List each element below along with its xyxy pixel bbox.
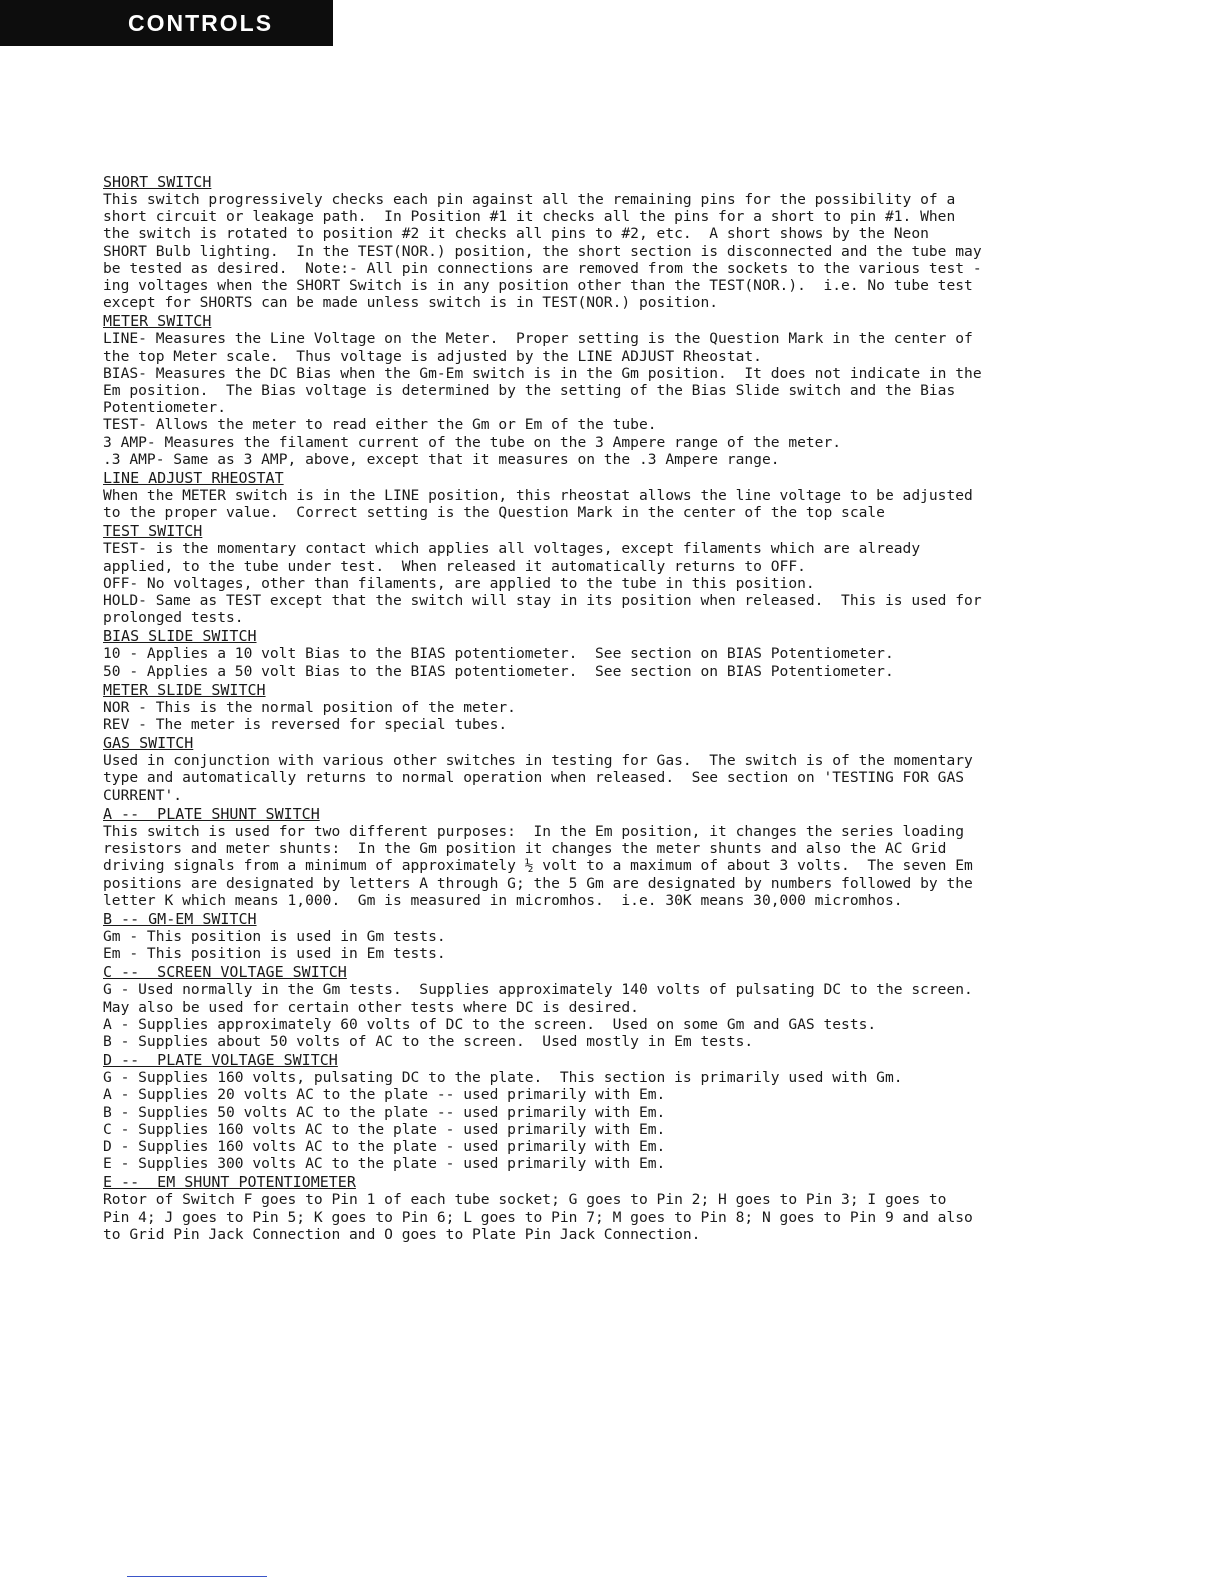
text-line: .3 AMP- Same as 3 AMP, above, except that it measures on the .3 Ampere range.	[103, 450, 780, 468]
section-screen-voltage-switch	[103, 964, 1133, 1050]
section-short-switch	[103, 174, 1133, 311]
text-line: This switch progressively checks each pin against all the remaining pins for the possibility of a	[103, 191, 956, 208]
text-line: Used in conjunction with various other switches in testing for Gas. The switch is of the momentary	[103, 752, 973, 770]
section-meter-switch	[103, 313, 1133, 468]
text-line: prolonged tests.	[103, 609, 244, 627]
header-bar	[0, 0, 333, 46]
text-line: the top Meter scale. Thus voltage is adjusted by the LINE ADJUST Rheostat.	[103, 347, 762, 365]
text-line: B - Supplies about 50 volts of AC to the screen. Used mostly in Em tests.	[103, 1032, 754, 1050]
text-line: OFF- No voltages, other than filaments, are applied to the tube in this position.	[103, 574, 815, 592]
section-em-shunt-potentiometer	[103, 1174, 1133, 1243]
text-line: TEST- is the momentary contact which applies all voltages, except filaments which are already	[103, 540, 921, 558]
text-line: resistors and meter shunts: In the Gm position it changes the meter shunts and also the AC Grid	[103, 840, 947, 858]
page-title: CONTROLS	[128, 10, 274, 36]
document-body	[103, 174, 1133, 1243]
footer-rule	[127, 1576, 267, 1577]
section-heading: GAS SWITCH	[103, 734, 194, 753]
section-heading: C -- SCREEN VOLTAGE SWITCH	[103, 963, 347, 982]
section-heading: A -- PLATE SHUNT SWITCH	[103, 804, 320, 823]
section-body	[103, 330, 1133, 468]
text-line: to Grid Pin Jack Connection and O goes to Plate Pin Jack Connection.	[103, 1225, 701, 1243]
section-plate-shunt-switch	[103, 806, 1133, 909]
text-line: NOR - This is the normal position of the meter.	[103, 698, 516, 716]
section-body	[103, 1191, 1133, 1243]
section-plate-voltage-switch	[103, 1052, 1133, 1172]
section-heading: D -- PLATE VOLTAGE SWITCH	[103, 1051, 338, 1070]
text-line: driving signals from a minimum of approximately ½ volt to a maximum of about 3 volts. The seven Em	[103, 857, 973, 875]
section-heading: LINE ADJUST RHEOSTAT	[103, 469, 284, 488]
section-body	[103, 540, 1133, 626]
text-line: May also be used for certain other tests where DC is desired.	[103, 998, 639, 1016]
text-line: ing voltages when the SHORT Switch is in any position other than the TEST(NOR.). i.e. No tube test	[103, 277, 973, 295]
text-line: SHORT Bulb lighting. In the TEST(NOR.) position, the short section is disconnected and the tube may	[103, 242, 982, 260]
section-line-adjust-rheostat	[103, 470, 1133, 521]
text-line: B - Supplies 50 volts AC to the plate -- used primarily with Em.	[103, 1103, 666, 1121]
text-line: A - Supplies 20 volts AC to the plate -- used primarily with Em.	[103, 1086, 666, 1104]
text-line: TEST- Allows the meter to read either the Gm or Em of the tube.	[103, 416, 657, 434]
section-bias-slide-switch	[103, 628, 1133, 679]
section-body	[103, 487, 1133, 521]
text-line: positions are designated by letters A through G; the 5 Gm are designated by numbers followed by the	[103, 874, 973, 892]
text-line: BIAS- Measures the DC Bias when the Gm-Em switch is in the Gm position. It does not indicate in the	[103, 364, 982, 382]
text-line: CURRENT'.	[103, 786, 183, 804]
section-body	[103, 645, 1133, 679]
section-heading: B -- GM-EM SWITCH	[103, 909, 257, 928]
text-line: be tested as desired. Note:- All pin connections are removed from the sockets to the various test -	[103, 259, 982, 277]
text-line: Gm - This position is used in Gm tests.	[103, 927, 446, 945]
text-line: Em - This position is used in Em tests.	[103, 945, 446, 963]
text-line: When the METER switch is in the LINE position, this rheostat allows the line voltage to be adjusted	[103, 487, 973, 505]
text-line: This switch is used for two different purposes: In the Em position, it changes the series loading	[103, 822, 965, 840]
text-line: short circuit or leakage path. In Position #1 it checks all the pins for a short to pin #1. When	[103, 208, 956, 226]
text-line: type and automatically returns to normal operation when released. See section on 'TESTING FOR GAS	[103, 769, 965, 787]
text-line: G - Used normally in the Gm tests. Supplies approximately 140 volts of pulsating DC to the screen.	[103, 981, 973, 999]
text-line: to the proper value. Correct setting is the Question Mark in the center of the top scale	[103, 504, 885, 522]
text-line: LINE- Measures the Line Voltage on the Meter. Proper setting is the Question Mark in the center of	[103, 330, 973, 348]
section-body	[103, 699, 1133, 733]
section-gm-em-switch	[103, 911, 1133, 962]
text-line: letter K which means 1,000. Gm is measured in micromhos. i.e. 30K means 30,000 micromhos.	[103, 891, 903, 909]
text-line: REV - The meter is reversed for special tubes.	[103, 716, 508, 734]
section-body	[103, 928, 1133, 962]
section-body	[103, 823, 1133, 909]
text-line: Potentiometer.	[103, 399, 227, 417]
text-line: C - Supplies 160 volts AC to the plate - used primarily with Em.	[103, 1120, 666, 1138]
section-heading: E -- EM SHUNT POTENTIOMETER	[103, 1173, 356, 1192]
text-line: G - Supplies 160 volts, pulsating DC to the plate. This section is primarily used with Gm.	[103, 1069, 903, 1087]
section-heading: BIAS SLIDE SWITCH	[103, 627, 257, 646]
section-gas-switch	[103, 735, 1133, 804]
section-meter-slide-switch	[103, 682, 1133, 733]
text-line: 3 AMP- Measures the filament current of the tube on the 3 Ampere range of the meter.	[103, 433, 842, 451]
text-line: except for SHORTS can be made unless switch is in TEST(NOR.) position.	[103, 294, 719, 312]
text-line: Em position. The Bias voltage is determined by the setting of the Bias Slide switch and the Bias	[103, 382, 956, 400]
text-line: Rotor of Switch F goes to Pin 1 of each tube socket; G goes to Pin 2; H goes to Pin 3; I goes to	[103, 1191, 947, 1209]
text-line: 10 - Applies a 10 volt Bias to the BIAS potentiometer. See section on BIAS Potentiometer.	[103, 645, 894, 663]
section-heading: TEST SWITCH	[103, 522, 203, 541]
section-heading: SHORT SWITCH	[103, 173, 212, 191]
text-line: Pin 4; J goes to Pin 5; K goes to Pin 6; L goes to Pin 7; M goes to Pin 8; N goes to Pin 9 and also	[103, 1208, 973, 1226]
text-line: HOLD- Same as TEST except that the switch will stay in its position when released. This is used for	[103, 592, 982, 610]
section-body	[103, 981, 1133, 1050]
section-heading: METER SWITCH	[103, 312, 212, 331]
section-body	[103, 752, 1133, 804]
text-line: the switch is rotated to position #2 it checks all pins to #2, etc. A short shows by the Neon	[103, 225, 929, 243]
section-heading: METER SLIDE SWITCH	[103, 680, 266, 699]
text-line: E - Supplies 300 volts AC to the plate - used primarily with Em.	[103, 1155, 666, 1173]
text-line: 50 - Applies a 50 volt Bias to the BIAS potentiometer. See section on BIAS Potentiometer.	[103, 662, 894, 680]
text-line: D - Supplies 160 volts AC to the plate - used primarily with Em.	[103, 1137, 666, 1155]
section-test-switch	[103, 523, 1133, 626]
text-line: applied, to the tube under test. When released it automatically returns to OFF.	[103, 557, 806, 575]
section-body	[103, 191, 1133, 311]
section-body	[103, 1069, 1133, 1172]
text-line: A - Supplies approximately 60 volts of DC to the screen. Used on some Gm and GAS tests.	[103, 1015, 877, 1033]
